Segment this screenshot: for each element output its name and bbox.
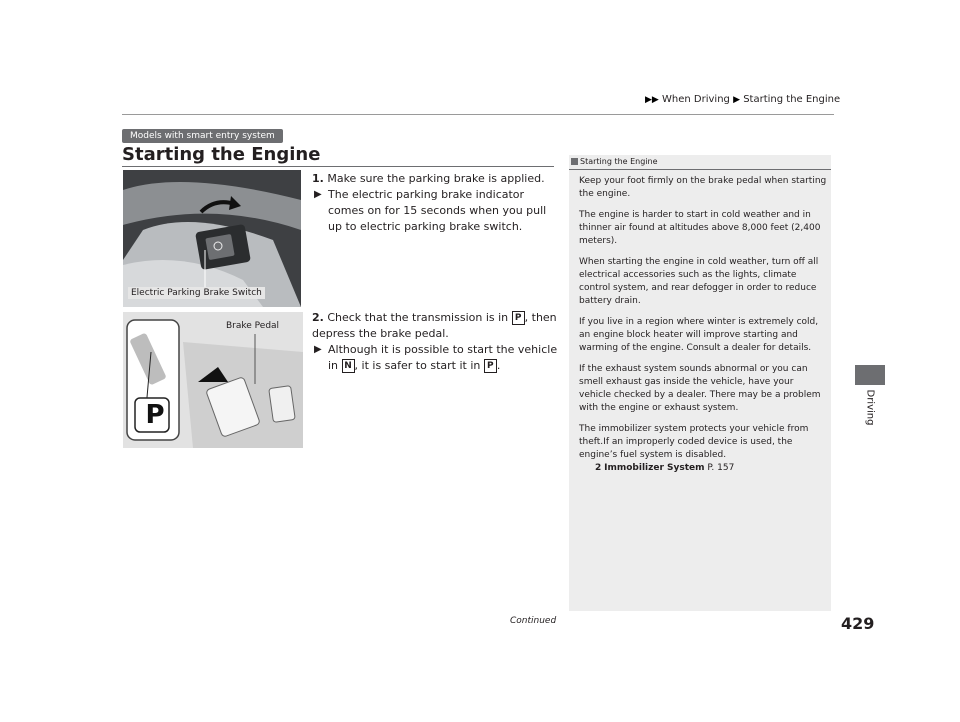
notes-body	[579, 175, 827, 475]
header-rule	[122, 114, 834, 115]
step-2-text-b: , then depress the brake pedal.	[312, 311, 557, 340]
breadcrumb-part-1[interactable]: When Driving	[662, 94, 730, 105]
note-paragraph: If the exhaust system sounds abnormal or you can smell exhaust gas inside the vehicle, have your vehicle checked by a dealer. There may be a problem with the engine or exhaust system.	[579, 364, 821, 413]
breadcrumb-arrow-icon: ▶▶	[645, 95, 659, 105]
note-paragraph: When starting the engine in cold weather, turn off all electrical accessories such as the lights, climate control system, and rear defogger in order to reduce battery drain.	[579, 257, 819, 306]
gear-key-n: N	[342, 359, 355, 373]
step-2-sub-c: .	[496, 359, 501, 372]
result-arrow-icon: ▶	[314, 344, 322, 355]
section-badge: Models with smart entry system	[122, 129, 283, 143]
gear-p-indicator: P	[145, 400, 165, 430]
step-2	[312, 310, 560, 374]
gear-key-p: P	[512, 311, 525, 325]
step-1-sub-text: The electric parking brake indicator comes on for 15 seconds when you pull up to electric parking brake switch.	[328, 188, 547, 233]
chapter-label: Driving	[864, 389, 876, 426]
page-number: 429	[841, 614, 875, 633]
notes-heading-text: Starting the Engine	[580, 157, 658, 166]
step-1-number: 1.	[312, 172, 324, 185]
breadcrumb-arrow-icon: ▶	[733, 95, 741, 105]
reference-icon: 2	[595, 463, 602, 473]
notes-sidebar	[569, 155, 831, 611]
step-2-main	[312, 310, 560, 342]
result-arrow-icon: ▶	[314, 189, 322, 200]
step-2-sub-b: , it is safer to start it in	[354, 359, 481, 372]
title-rule	[122, 166, 554, 167]
note-paragraph: The immobilizer system protects your vehicle from theft.If an improperly coded device is used, the engine’s fuel system is disabled.	[579, 424, 809, 460]
breadcrumb-part-2[interactable]: Starting the Engine	[743, 94, 841, 105]
breadcrumb	[645, 94, 840, 105]
step-1-result	[312, 187, 560, 235]
immobilizer-link[interactable]	[579, 462, 827, 475]
note-paragraph: Keep your foot firmly on the brake pedal when starting the engine.	[579, 176, 827, 199]
note-paragraph: The engine is harder to start in cold weather and in thinner air found at altitudes above 8,000 feet (2,400 meters).	[579, 210, 821, 246]
continued-label: Continued	[510, 616, 557, 626]
figure-brake-pedal	[123, 312, 303, 448]
figure-parking-brake	[123, 170, 301, 307]
notes-icon	[571, 158, 578, 165]
step-2-sub-a: Although it is possible to start the vehicle in	[328, 343, 558, 372]
step-2-result	[312, 342, 560, 374]
step-2-text-a: Check that the transmission is in	[327, 311, 509, 324]
notes-heading-rule	[569, 169, 831, 170]
step-1	[312, 171, 560, 235]
immobilizer-link-page[interactable]: P. 157	[707, 463, 735, 473]
notes-heading	[569, 155, 833, 166]
immobilizer-link-label[interactable]: Immobilizer System	[604, 463, 705, 473]
note-paragraph: If you live in a region where winter is extremely cold, an engine block heater will improve starting and warming of the engine. Consult a dealer for details.	[579, 317, 819, 353]
gear-key-p: P	[484, 359, 497, 373]
step-1-main	[312, 171, 560, 187]
figure-label-parking-brake: Electric Parking Brake Switch	[128, 287, 265, 299]
chapter-tab[interactable]	[855, 365, 885, 385]
step-1-text: Make sure the parking brake is applied.	[327, 172, 545, 185]
step-2-number: 2.	[312, 311, 324, 324]
page-title: Starting the Engine	[122, 144, 321, 165]
figure-label-brake-pedal: Brake Pedal	[226, 321, 280, 331]
